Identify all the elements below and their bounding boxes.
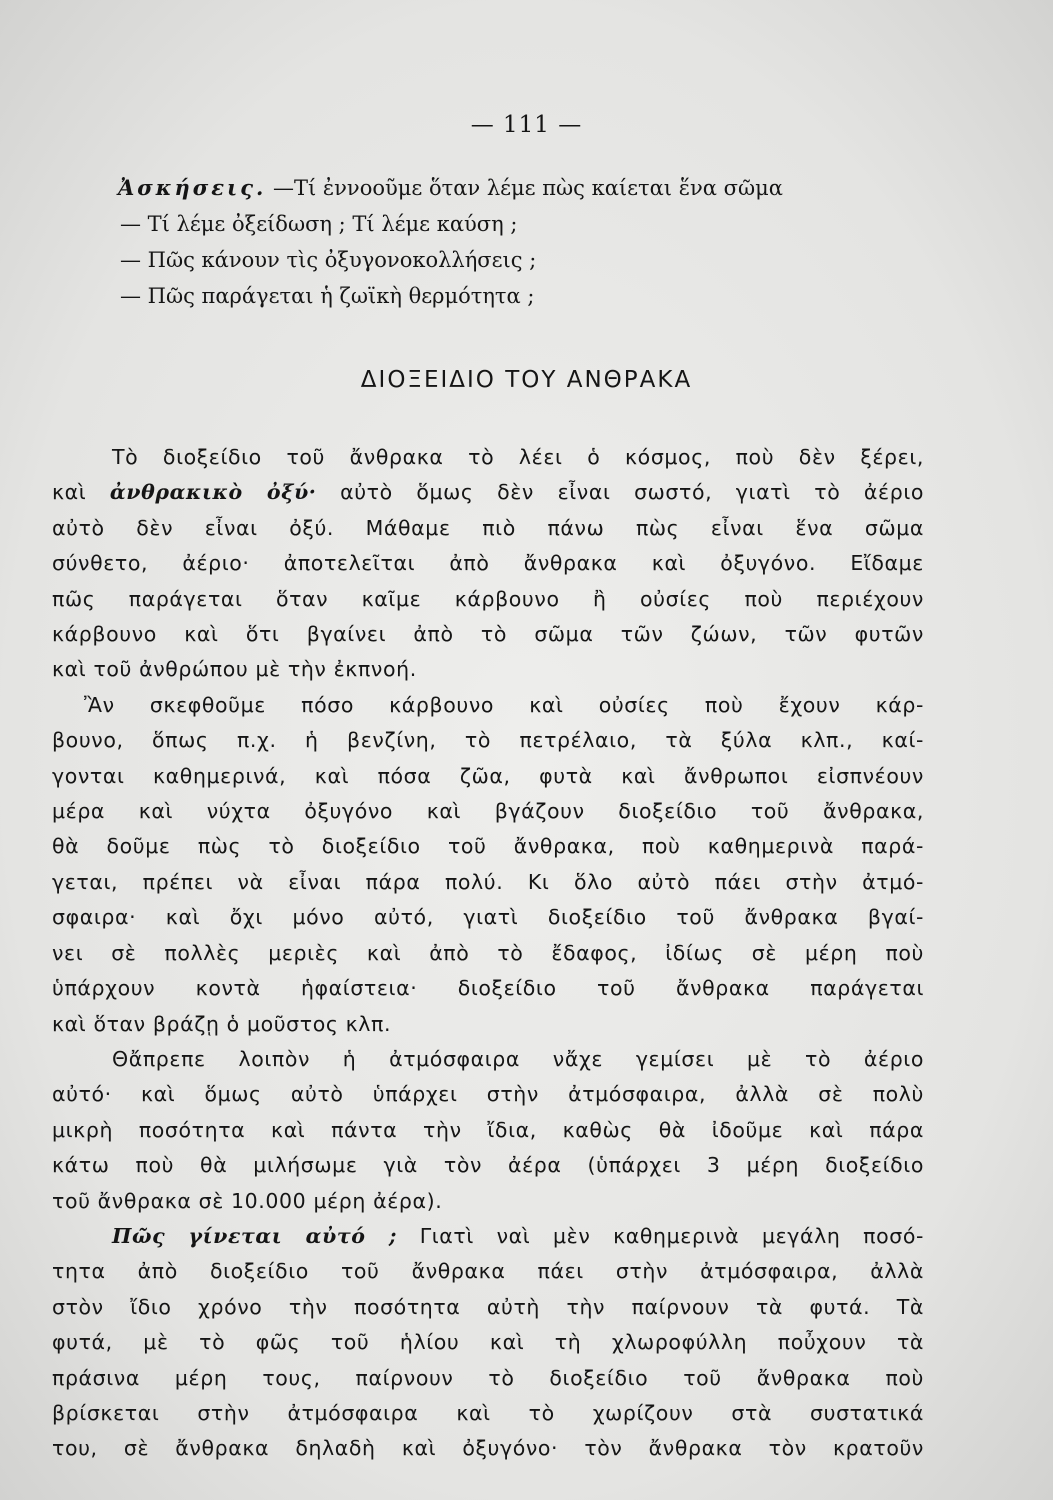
text-line: καὶ ὅταν βράζῃ ὁ μοῦστος κλπ.: [52, 1011, 392, 1036]
text-line: Τὸ διοξείδιο τοῦ ἄνθρακα τὸ λέει ὁ κόσμος, ποὺ δὲν ξέρει,: [112, 445, 924, 469]
exercise-question: — Πῶς κάνουν τὶς ὀξυγονοκολλήσεις ;: [120, 248, 537, 272]
exercises-label: Ἀσκήσεις.: [118, 175, 267, 200]
text-line: Πῶς γίνεται αὐτό ; Γιατὶ ναὶ μὲν καθημερινὰ μεγάλη ποσό-: [112, 1223, 924, 1248]
text-line: γονται καθημερινά, καὶ πόσα ζῶα, φυτὰ καὶ ἄνθρωποι εἰσπνέουν: [52, 763, 924, 788]
exercise-question: — Πῶς παράγεται ἡ ζωϊκὴ θερμότητα ;: [120, 284, 535, 308]
text-line: αὐτό· καὶ ὅμως αὐτὸ ὑπάρχει στὴν ἀτμόσφαιρα, ἀλλὰ σὲ πολὺ: [52, 1082, 924, 1107]
text-line: ὑπάρχουν κοντὰ ἡφαίστεια· διοξείδιο τοῦ ἄνθρακα παράγεται: [52, 976, 924, 1001]
text-line: του, σὲ ἄνθρακα δηλαδὴ καὶ ὀξυγόνο· τὸν ἄνθρακα τὸν κρατοῦν: [52, 1436, 924, 1461]
text-line: κάρβουνο καὶ ὅτι βγαίνει ἀπὸ τὸ σῶμα τῶν ζώων, τῶν φυτῶν: [52, 622, 924, 647]
text-line: μέρα καὶ νύχτα ὀξυγόνο καὶ βγάζουν διοξείδιο τοῦ ἄνθρακα,: [52, 799, 924, 824]
text-line: γεται, πρέπει νὰ εἶναι πάρα πολύ. Κι ὅλο αὐτὸ πάει στὴν ἀτμό-: [52, 869, 924, 894]
emphasis-term: ἀνθρακικὸ ὀξύ·: [109, 480, 317, 505]
text-line: καὶ ἀνθρακικὸ ὀξύ· αὐτὸ ὅμως δὲν εἶναι σωστό, γιατὶ τὸ ἀέριο: [52, 480, 925, 505]
text-line: φυτά, μὲ τὸ φῶς τοῦ ἡλίου καὶ τὴ χλωροφύλλη ποὖχουν τὰ: [52, 1330, 924, 1355]
exercise-question: —Τί ἐννοοῦμε ὅταν λέμε πὼς καίεται ἕνα σῶμα: [272, 176, 783, 200]
text-line: μικρὴ ποσότητα καὶ πάντα τὴν ἴδια, καθὼς θὰ ἰδοῦμε καὶ πάρα: [52, 1117, 924, 1142]
page-number: — 111 —: [470, 112, 583, 138]
exercises-block: [118, 170, 783, 314]
section-heading: ΔΙΟΞΕΙΔΙΟ ΤΟΥ ΑΝΘΡΑΚΑ: [360, 367, 693, 393]
exercise-question: — Τί λέμε ὀξείδωση ; Τί λέμε καύση ;: [120, 212, 518, 236]
text-line: στὸν ἴδιο χρόνο τὴν ποσότητα αὐτὴ τὴν παίρνουν τὰ φυτά. Τὰ: [52, 1294, 924, 1319]
text-line: τητα ἀπὸ διοξείδιο τοῦ ἄνθρακα πάει στὴν ἀτμόσφαιρα, ἀλλὰ: [52, 1259, 924, 1284]
text-line: σφαιρα· καὶ ὄχι μόνο αὐτό, γιατὶ διοξείδιο τοῦ ἄνθρακα βγαί-: [52, 905, 924, 930]
text-line: Θἄπρεπε λοιπὸν ἡ ἀτμόσφαιρα νἄχε γεμίσει μὲ τὸ ἀέριο: [112, 1046, 924, 1071]
text-line: θὰ δοῦμε πὼς τὸ διοξείδιο τοῦ ἄνθρακα, ποὺ καθημερινὰ παρά-: [52, 834, 924, 859]
body-text: [52, 440, 924, 1467]
exercise-line-1: [118, 170, 783, 206]
text-line: πῶς παράγεται ὅταν καῖμε κάρβουνο ἢ οὐσίες ποὺ περιέχουν: [52, 586, 924, 611]
text-line: Ἂν σκεφθοῦμε πόσο κάρβουνο καὶ οὐσίες ποὺ ἔχουν κάρ-: [84, 692, 924, 717]
text-line: βρίσκεται στὴν ἀτμόσφαιρα καὶ τὸ χωρίζουν στὰ συστατικά: [52, 1400, 924, 1425]
text-line: νει σὲ πολλὲς μεριὲς καὶ ἀπὸ τὸ ἔδαφος, ἰδίως σὲ μέρη ποὺ: [52, 940, 924, 965]
text-line: σύνθετο, ἀέριο· ἀποτελεῖται ἀπὸ ἄνθρακα καὶ ὀξυγόνο. Εἴδαμε: [52, 551, 924, 576]
text-line: βουνο, ὅπως π.χ. ἡ βενζίνη, τὸ πετρέλαιο, τὰ ξύλα κλπ., καί-: [52, 728, 924, 753]
text-line: αὐτὸ δὲν εἶναι ὀξύ. Μάθαμε πιὸ πάνω πὼς εἶναι ἕνα σῶμα: [52, 515, 924, 540]
emphasis-question: Πῶς γίνεται αὐτό ;: [112, 1223, 398, 1248]
text-line: πράσινα μέρη τους, παίρνουν τὸ διοξείδιο τοῦ ἄνθρακα ποὺ: [52, 1365, 924, 1390]
text-line: καὶ τοῦ ἀνθρώπου μὲ τὴν ἐκπνοή.: [52, 657, 417, 682]
text-line: κάτω ποὺ θὰ μιλήσωμε γιὰ τὸν ἀέρα (ὑπάρχει 3 μέρη διοξείδιο: [52, 1153, 924, 1178]
text-line: τοῦ ἄνθρακα σὲ 10.000 μέρη ἀέρα).: [52, 1188, 443, 1213]
